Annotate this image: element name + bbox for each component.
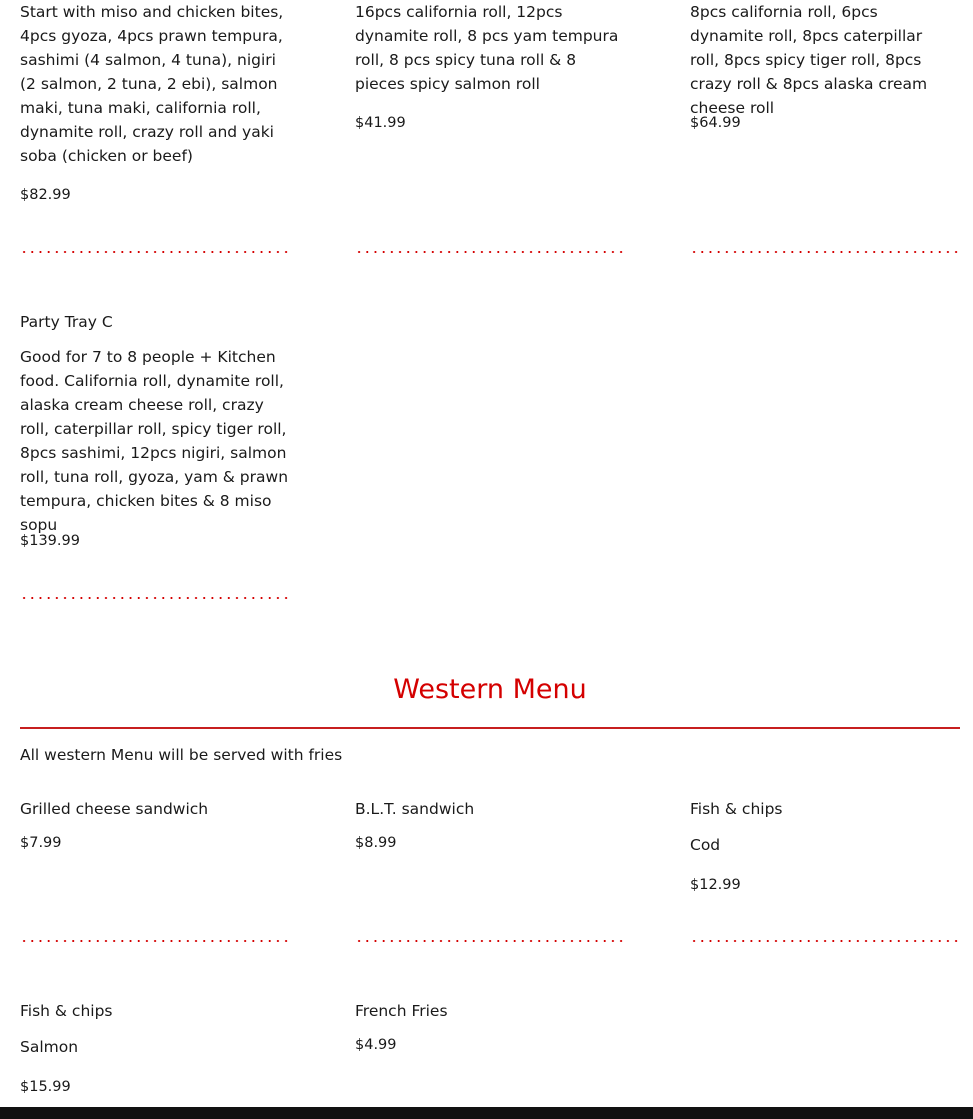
dotted-divider [20,250,290,254]
menu-item-name: Fish & chips [20,1002,113,1020]
menu-item-price: $15.99 [20,1079,71,1095]
menu-item-price: $64.99 [690,115,741,131]
dotted-divider [20,939,290,943]
dotted-divider [355,250,625,254]
menu-item-price: $7.99 [20,835,62,851]
section-rule [20,727,960,729]
menu-item-name: B.L.T. sandwich [355,800,475,818]
dotted-divider [690,250,960,254]
menu-item-price: $4.99 [355,1037,397,1053]
menu-item-description: 16pcs california roll, 12pcs dynamite roll, 8 pcs yam tempura roll, 8 pcs spicy tuna roll & 8 pieces spicy salmon roll [355,3,619,93]
menu-item-variant: Salmon [20,1038,79,1056]
menu-item-price: $41.99 [355,115,406,131]
menu-item-name: Grilled cheese sandwich [20,800,209,818]
menu-item-name: Fish & chips [690,800,783,818]
section-note: All western Menu will be served with fries [20,746,343,764]
dotted-divider [355,939,625,943]
menu-item-description: 8pcs california roll, 6pcs dynamite roll, 8pcs caterpillar roll, 8pcs spicy tiger roll, 8pcs crazy roll & 8pcs alaska cream cheese roll [690,3,928,117]
dotted-divider [20,596,290,600]
menu-item-name: French Fries [355,1002,448,1020]
menu-item-price: $82.99 [20,187,71,203]
menu-item-name: Party Tray C [20,313,113,331]
footer-bar [0,1107,973,1119]
menu-item-variant: Cod [690,836,721,854]
menu-item-description: Start with miso and chicken bites, 4pcs gyoza, 4pcs prawn tempura, sashimi (4 salmon, 4 tuna), nigiri (2 salmon, 2 tuna, 2 ebi), salmon maki, tuna maki, california roll, dynamite roll, crazy roll and yaki soba (chicken or beef) [20,3,284,165]
menu-item-price: $12.99 [690,877,741,893]
menu-item-price: $8.99 [355,835,397,851]
menu-item-description: Good for 7 to 8 people + Kitchen food. California roll, dynamite roll, alaska cream cheese roll, crazy roll, caterpillar roll, spicy tiger roll, 8pcs sashimi, 12pcs nigiri, salmon roll, tuna roll, gyoza, yam & prawn tempura, chicken bites & 8 miso sopu [20,348,289,534]
menu-item-price: $139.99 [20,533,80,549]
dotted-divider [690,939,960,943]
section-title-western-menu: Western Menu [393,674,587,705]
